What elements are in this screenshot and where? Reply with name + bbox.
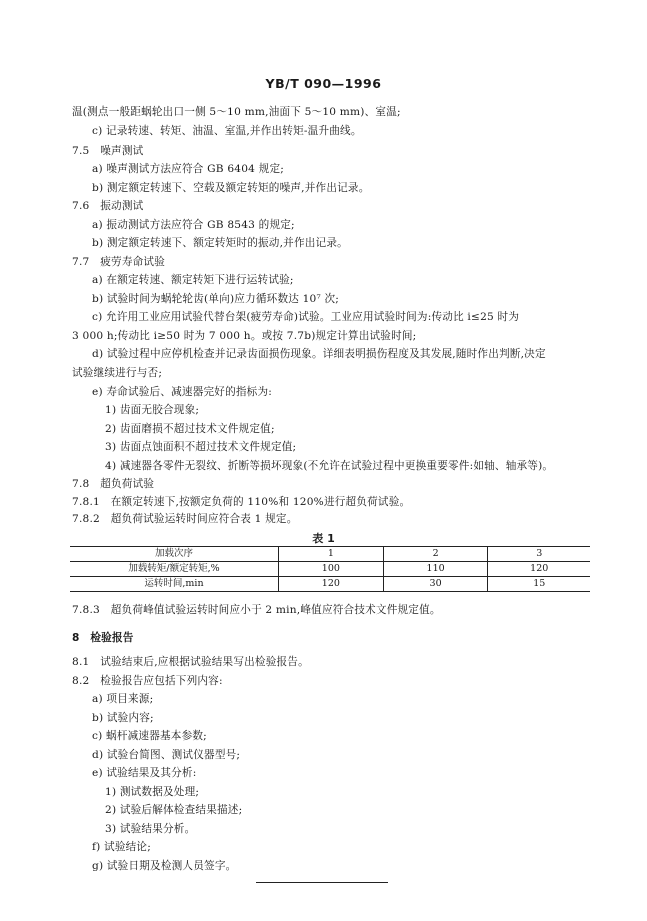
list-item: f) 试验结论; (92, 841, 151, 853)
table-cell: 加载转矩/额定转矩,% (70, 562, 279, 577)
list-item: e) 寿命试验后、减速器完好的指标为: (92, 386, 273, 398)
section-heading: 7.8 超负荷试验 (72, 478, 155, 490)
list-item: c) 蜗杆减速器基本参数; (92, 730, 207, 742)
section-heading: 8 检验报告 (72, 632, 134, 644)
table-caption: 表 1 (312, 532, 335, 545)
list-item: e) 试验结果及其分析: (92, 767, 197, 779)
sub-list-item: 3) 齿面点蚀面积不超过技术文件规定值; (105, 441, 297, 453)
clause: 8.1 试验结束后,应根据试验结果写出检验报告。 (72, 656, 309, 668)
table-cell: 100 (279, 562, 384, 577)
table-cell: 2 (383, 547, 488, 562)
list-item: b) 试验内容; (92, 712, 154, 724)
table-cell: 120 (279, 577, 384, 592)
section-heading: 7.5 噪声测试 (72, 145, 144, 157)
table-cell: 120 (488, 562, 590, 577)
table-cell: 1 (279, 547, 384, 562)
text-line: 温(测点一般距蜗轮出口一侧 5～10 mm,油面下 5～10 mm)、室温; (72, 106, 401, 118)
table-cell: 3 (488, 547, 590, 562)
sub-list-item: 4) 减速器各零件无裂纹、折断等损坏现象(不允许在试验过程中更换重要零件:如轴、轴承等)。 (105, 460, 554, 472)
list-item: c) 允许用工业应用试验代替台架(疲劳寿命)试验。工业应用试验时间为:传动比 i≤25 时为 (92, 311, 520, 323)
list-item: b) 测定额定转速下、额定转矩时的振动,并作出记录。 (92, 237, 348, 249)
section-heading: 7.7 疲劳寿命试验 (72, 256, 166, 268)
table-cell: 加载次序 (70, 547, 279, 562)
list-item: d) 试验过程中应停机检查并记录齿面损伤现象。详细表明损伤程度及其发展,随时作出判断,决定 (92, 348, 546, 360)
sub-list-item: 2) 齿面磨损不超过技术文件规定值; (105, 423, 275, 435)
text-line: 试验继续进行与否; (72, 367, 163, 379)
list-item: a) 噪声测试方法应符合 GB 6404 规定; (92, 163, 285, 175)
list-item: b) 测定额定转速下、空载及额定转矩的噪声,并作出记录。 (92, 182, 370, 194)
page-header: YB/T 090—1996 (265, 76, 382, 91)
list-item: d) 试验台简图、测试仪器型号; (92, 749, 241, 761)
clause: 7.8.1 在额定转速下,按额定负荷的 110%和 120%进行超负荷试验。 (72, 496, 411, 508)
sub-list-item: 1) 齿面无胶合现象; (105, 404, 200, 416)
end-rule (256, 882, 388, 883)
table-cell: 15 (488, 577, 590, 592)
clause: 7.8.3 超负荷峰值试验运转时间应小于 2 min,峰值应符合技术文件规定值。 (72, 604, 441, 616)
table-row (70, 547, 590, 562)
table-cell: 110 (383, 562, 488, 577)
section-heading: 7.6 振动测试 (72, 200, 144, 212)
list-item: a) 项目来源; (92, 693, 154, 705)
list-item: c) 记录转速、转矩、油温、室温,并作出转矩-温升曲线。 (92, 125, 362, 137)
table-row (70, 562, 590, 577)
list-item: g) 试验日期及检测人员签字。 (92, 860, 237, 872)
sub-list-item: 3) 试验结果分析。 (105, 823, 196, 835)
table-cell: 运转时间,min (70, 577, 279, 592)
text-line: 3 000 h;传动比 i≥50 时为 7 000 h。或按 7.7b)规定计算出试验时间; (72, 330, 417, 342)
list-item: a) 在额定转速、额定转矩下进行运转试验; (92, 274, 294, 286)
clause: 7.8.2 超负荷试验运转时间应符合表 1 规定。 (72, 513, 298, 525)
sub-list-item: 2) 试验后解体检查结果描述; (105, 804, 243, 816)
list-item: a) 振动测试方法应符合 GB 8543 的规定; (92, 219, 295, 231)
clause: 8.2 检验报告应包括下列内容: (72, 675, 223, 687)
load-table (70, 546, 590, 592)
table-row (70, 577, 590, 592)
list-item: b) 试验时间为蜗轮轮齿(单向)应力循环数达 10⁷ 次; (92, 293, 340, 305)
sub-list-item: 1) 测试数据及处理; (105, 786, 200, 798)
table-cell: 30 (383, 577, 488, 592)
